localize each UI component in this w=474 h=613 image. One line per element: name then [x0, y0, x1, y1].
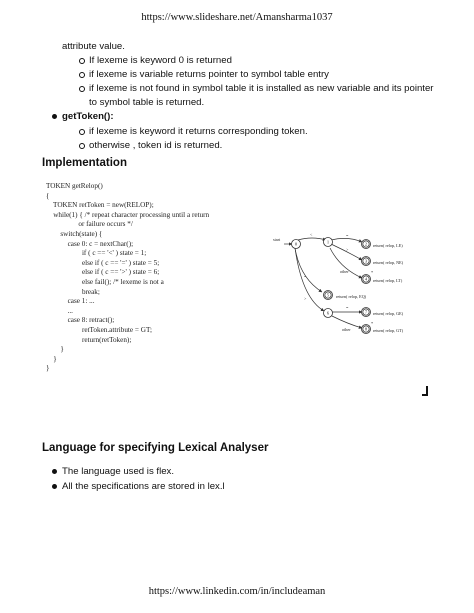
get-token-label: getToken(): [62, 111, 114, 122]
code-line: break; [81, 287, 100, 296]
code-line: case 0: c = nextChar(); [67, 239, 134, 248]
state-label: 1 [326, 239, 330, 245]
code-line: case 1: ... [67, 297, 95, 306]
code-line: else if ( c == '=' ) state = 5; [81, 258, 160, 267]
corner-mark-base [422, 394, 428, 396]
transition-diagram [270, 228, 434, 346]
edge-label: > [346, 247, 349, 252]
accept-label: return( relop, GE) [373, 311, 404, 316]
edge-0-6 [295, 248, 324, 311]
hollow-bullet-icon [79, 86, 85, 92]
state-label: 2 [364, 241, 368, 247]
code-line: TOKEN getRelop() [46, 182, 103, 190]
accept-label: return( relop, NE) [373, 260, 404, 265]
state-label: 6 [326, 310, 330, 316]
code-line: while(1) { /* repeat character processing until a return [53, 210, 210, 219]
edge-label: > [304, 296, 307, 301]
bullet-icon [52, 469, 57, 474]
state-label: 0 [294, 241, 298, 247]
edge-label: other [342, 327, 351, 332]
start-label: start [273, 237, 281, 242]
code-line: if ( c == '<' ) state = 1; [81, 249, 147, 258]
hollow-bullet-icon [79, 72, 85, 78]
retract-mark: * [371, 270, 374, 275]
accept-label: return( relop, GT) [373, 328, 404, 333]
sub-bullet-token-id: otherwise , token id is returned. [89, 140, 223, 151]
implementation-heading: Implementation [42, 157, 127, 169]
retract-mark: * [371, 321, 374, 326]
sub-bullet-variable: if lexeme is variable returns pointer to symbol table entry [89, 69, 329, 80]
code-line: return(retToken); [81, 335, 132, 344]
intro-continuation-text: attribute value. [62, 41, 125, 52]
hollow-bullet-icon [79, 129, 85, 135]
hollow-bullet-icon [79, 58, 85, 64]
edge-label: = [346, 305, 349, 310]
state-label: 3 [364, 258, 368, 264]
accept-label: return( relop, LE) [373, 243, 403, 248]
sub-bullet-not-found-continued: to symbol table is returned. [89, 97, 205, 108]
edge-1-2 [331, 238, 362, 242]
language-bullet-flex: The language used is flex. [62, 466, 175, 477]
hollow-bullet-icon [79, 143, 85, 149]
language-bullet-lexl: All the specifications are stored in lex.l [62, 481, 225, 492]
code-line: TOKEN retToken = new(RELOP); [53, 201, 154, 210]
sub-bullet-not-found: if lexeme is not found in symbol table it is installed as new variable and its pointer [89, 83, 434, 94]
edge-label: = [346, 233, 349, 238]
code-line: else fail(); /* lexeme is not a [81, 277, 164, 286]
code-line: case 8: retract(); [67, 316, 115, 325]
code-line: } [53, 354, 57, 363]
sub-bullet-keyword: If lexeme is keyword 0 is returned [89, 55, 232, 66]
bullet-icon [52, 114, 57, 119]
code-line: } [60, 345, 64, 354]
bullet-icon [52, 484, 57, 489]
code-line: else if ( c == '>' ) state = 6; [81, 268, 160, 277]
code-line: } [46, 364, 50, 373]
header-url[interactable]: https://www.slideshare.net/Amansharma1037 [141, 12, 333, 23]
code-line: or failure occurs */ [78, 220, 133, 229]
code-line: ... [67, 306, 73, 315]
code-line: switch(state) { [60, 229, 103, 238]
code-block [46, 182, 268, 378]
accept-label: return( relop, EQ) [336, 294, 367, 299]
edge-label: other [340, 269, 349, 274]
language-heading: Language for specifying Lexical Analyser [42, 442, 269, 454]
code-listing [46, 182, 268, 374]
edge-label: < [310, 232, 313, 237]
state-label: 4 [364, 276, 368, 282]
state-label: 5 [326, 292, 330, 298]
sub-bullet-keyword-token: if lexeme is keyword it returns corresponding token. [89, 126, 308, 137]
accept-label: return( relop, LT) [373, 278, 403, 283]
footer-url[interactable]: https://www.linkedin.com/in/includeaman [148, 586, 326, 597]
code-line: { [46, 191, 50, 200]
edge-label: = [304, 274, 307, 279]
state-label: 7 [364, 309, 368, 315]
code-line: retToken.attribute = GT; [81, 325, 152, 334]
state-label: 8 [364, 326, 368, 332]
edge-0-1 [298, 238, 326, 240]
